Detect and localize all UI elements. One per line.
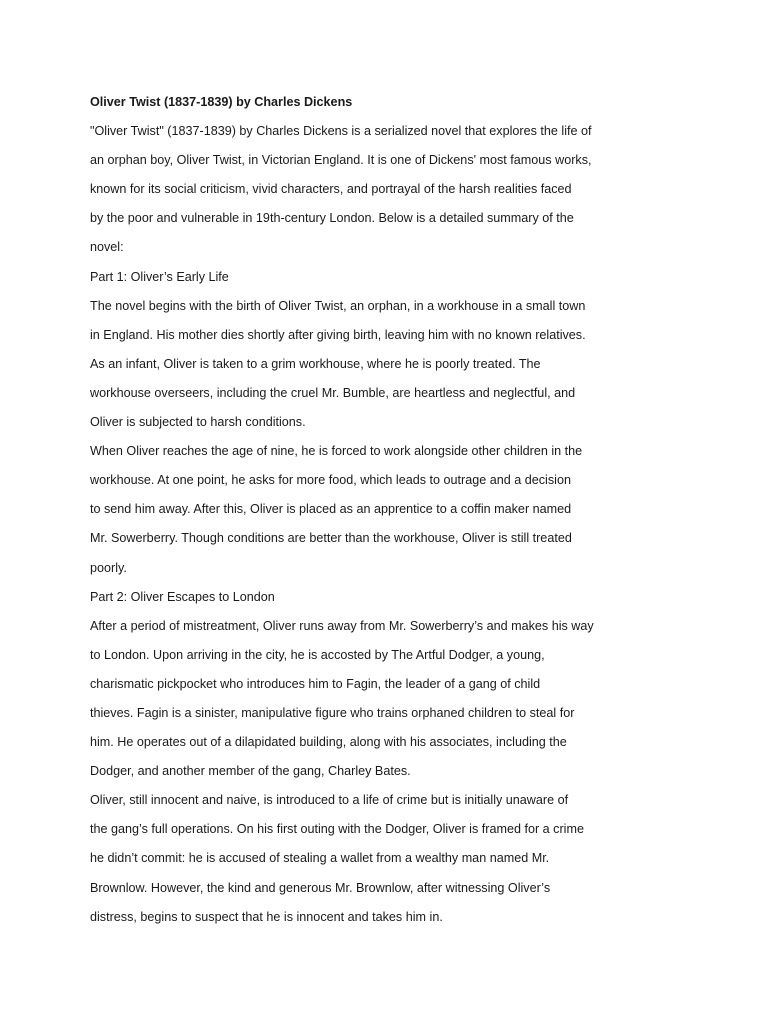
text-line: known for its social criticism, vivid characters, and portrayal of the harsh realities faced xyxy=(90,182,572,197)
text-line: After a period of mistreatment, Oliver runs away from Mr. Sowerberry’s and makes his way xyxy=(90,618,594,633)
text-line: poorly. xyxy=(90,560,127,575)
text-line: to London. Upon arriving in the city, he is accosted by The Artful Dodger, a young, xyxy=(90,647,545,662)
text-line: charismatic pickpocket who introduces him to Fagin, the leader of a gang of child xyxy=(90,676,541,691)
text-line: Oliver, still innocent and naive, is introduced to a life of crime but is initially unaware of xyxy=(90,793,569,808)
text-line: Dodger, and another member of the gang, Charley Bates. xyxy=(90,764,411,779)
text-line: by the poor and vulnerable in 19th-century London. Below is a detailed summary of the xyxy=(90,211,574,226)
section-heading-part-2: Part 2: Oliver Escapes to London xyxy=(90,589,275,604)
section-heading-part-1: Part 1: Oliver’s Early Life xyxy=(90,269,229,284)
text-line: novel: xyxy=(90,240,124,255)
text-line: to send him away. After this, Oliver is placed as an apprentice to a coffin maker named xyxy=(90,502,572,517)
text-line: When Oliver reaches the age of nine, he is forced to work alongside other children in the xyxy=(90,444,583,459)
text-line: him. He operates out of a dilapidated building, along with his associates, including the xyxy=(90,735,567,750)
part1-paragraph-2 xyxy=(90,437,710,582)
document-body xyxy=(90,88,710,932)
text-line: Oliver is subjected to harsh conditions. xyxy=(90,415,306,430)
text-line: the gang’s full operations. On his first outing with the Dodger, Oliver is framed for a crime xyxy=(90,822,584,837)
text-line: he didn’t commit: he is accused of stealing a wallet from a wealthy man named Mr. xyxy=(90,851,550,866)
text-line: an orphan boy, Oliver Twist, in Victorian England. It is one of Dickens' most famous works, xyxy=(90,153,592,168)
part2-paragraph-2 xyxy=(90,786,710,931)
intro-paragraph xyxy=(90,117,710,262)
document-title: Oliver Twist (1837-1839) by Charles Dickens xyxy=(90,95,353,109)
text-line: thieves. Fagin is a sinister, manipulative figure who trains orphaned children to steal for xyxy=(90,705,575,720)
part2-paragraph-1 xyxy=(90,612,710,787)
text-line: in England. His mother dies shortly after giving birth, leaving him with no known relatives. xyxy=(90,327,586,342)
text-line: Mr. Sowerberry. Though conditions are better than the workhouse, Oliver is still treated xyxy=(90,531,572,546)
text-line: Brownlow. However, the kind and generous Mr. Brownlow, after witnessing Oliver’s xyxy=(90,880,551,895)
text-line: workhouse overseers, including the cruel Mr. Bumble, are heartless and neglectful, and xyxy=(90,385,576,400)
text-line: "Oliver Twist" (1837-1839) by Charles Dickens is a serialized novel that explores the life of xyxy=(90,124,592,139)
part1-paragraph-1 xyxy=(90,292,710,437)
text-line: workhouse. At one point, he asks for more food, which leads to outrage and a decision xyxy=(90,473,571,488)
text-line: distress, begins to suspect that he is innocent and takes him in. xyxy=(90,909,443,924)
text-line: As an infant, Oliver is taken to a grim workhouse, where he is poorly treated. The xyxy=(90,356,541,371)
text-line: The novel begins with the birth of Oliver Twist, an orphan, in a workhouse in a small town xyxy=(90,298,586,313)
